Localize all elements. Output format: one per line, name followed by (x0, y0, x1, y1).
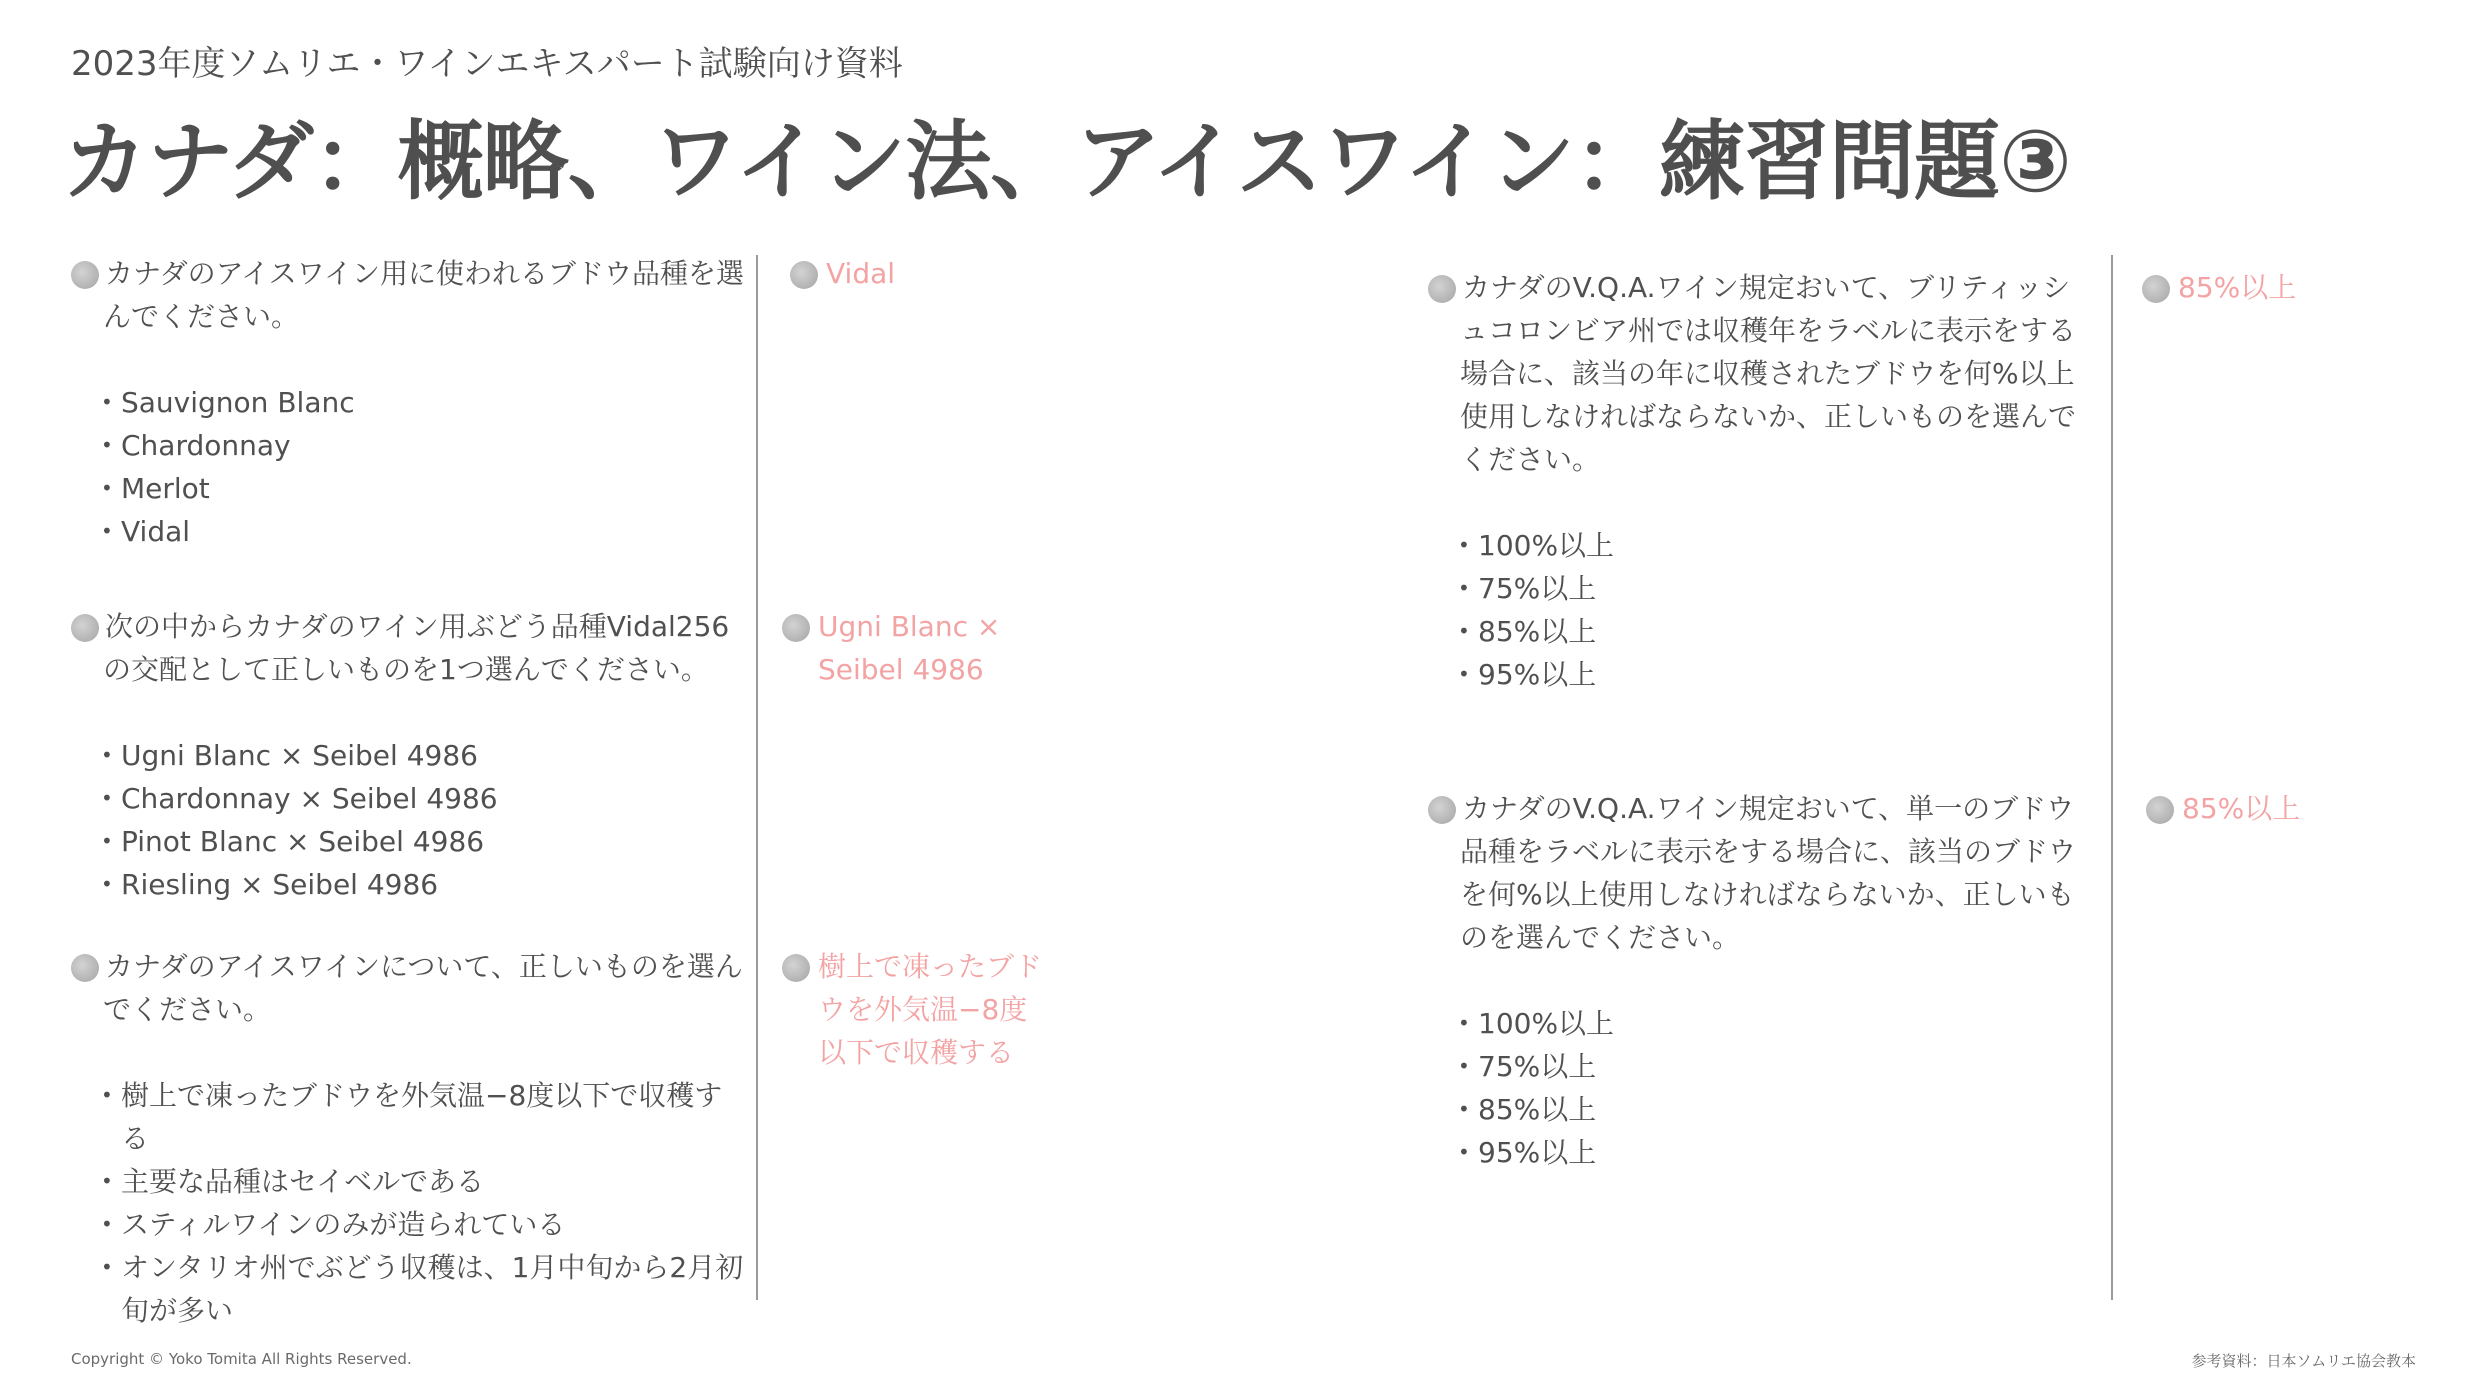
bullet-icon (71, 954, 99, 982)
option-item: • 95%以上 (1458, 1131, 2093, 1174)
option-item: • Chardonnay (101, 424, 746, 467)
options-list (1428, 1002, 2093, 1174)
bullet-icon (782, 614, 810, 642)
answer-text: 85%以上 (2182, 792, 2301, 825)
answer-text: 樹上で凍ったブドウを外気温−8度以下で収穫する (818, 950, 1043, 1069)
bullet-icon (790, 261, 818, 289)
option-item: • Riesling × Seibel 4986 (101, 863, 746, 906)
bullet-icon (1428, 275, 1456, 303)
bullet-icon (782, 954, 810, 982)
answer-text: Vidal (826, 257, 896, 290)
answer-block-1 (790, 252, 1080, 295)
answer-text: 85%以上 (2178, 271, 2297, 304)
question-text: カナダのV.Q.A.ワイン規定おいて、ブリティッシュコロンビア州では収穫年をラベルに表示をする場合に、該当の年に収穫されたブドウを何%以上使用しなければならないか、正しいものを選んでください。 (1460, 271, 2077, 476)
options-list (71, 734, 746, 906)
question-text: 次の中からカナダのワイン用ぶどう品種Vidal256の交配として正しいものを1つ選んでください。 (103, 610, 730, 686)
question-text: カナダのアイスワインについて、正しいものを選んでください。 (103, 950, 743, 1026)
bullet-icon (1428, 796, 1456, 824)
option-item: • スティルワインのみが造られている (101, 1203, 746, 1246)
copyright: Copyright © Yoko Tomita All Rights Reserved. (71, 1350, 412, 1368)
subtitle: 2023年度ソムリエ・ワインエキスパート試験向け資料 (71, 44, 903, 84)
question-text: カナダのアイスワイン用に使われるブドウ品種を選んでください。 (103, 257, 744, 333)
option-item: • Merlot (101, 467, 746, 510)
question-block-4 (1428, 266, 2093, 696)
page-title: カナダ：概略、ワイン法、アイスワイン：練習問題③ (62, 112, 2071, 212)
question-text: カナダのV.Q.A.ワイン規定おいて、単一のブドウ品種をラベルに表示をする場合に、該当のブドウを何%以上使用しなければならないか、正しいものを選んでください。 (1460, 792, 2077, 954)
option-item: • Sauvignon Blanc (101, 381, 746, 424)
options-list (71, 1074, 746, 1332)
option-item: • 75%以上 (1458, 567, 2093, 610)
option-item: • 85%以上 (1458, 610, 2093, 653)
column-divider (2111, 255, 2113, 1300)
bullet-icon (71, 261, 99, 289)
option-item: • 100%以上 (1458, 1002, 2093, 1045)
options-list (1428, 524, 2093, 696)
option-item: • オンタリオ州でぶどう収穫は、1月中旬から2月初旬が多い (101, 1246, 746, 1332)
question-block-1 (71, 252, 746, 553)
answer-block-3 (790, 945, 1045, 1074)
bullet-icon (71, 614, 99, 642)
option-item: • 主要な品種はセイベルである (101, 1160, 746, 1203)
option-item: • Chardonnay × Seibel 4986 (101, 777, 746, 820)
column-divider (756, 255, 758, 1300)
answer-block-2 (790, 605, 1080, 691)
options-list (71, 381, 746, 553)
option-item: • Vidal (101, 510, 746, 553)
option-item: • 75%以上 (1458, 1045, 2093, 1088)
question-block-5 (1428, 787, 2093, 1174)
question-block-3 (71, 945, 746, 1332)
option-item: • Pinot Blanc × Seibel 4986 (101, 820, 746, 863)
option-item: • 樹上で凍ったブドウを外気温−8度以下で収穫する (101, 1074, 746, 1160)
reference-note: 参考資料：日本ソムリエ協会教本 (2191, 1352, 2416, 1370)
option-item: • 85%以上 (1458, 1088, 2093, 1131)
option-item: • 95%以上 (1458, 653, 2093, 696)
bullet-icon (2146, 796, 2174, 824)
question-block-2 (71, 605, 746, 906)
answer-block-5 (2146, 787, 2426, 830)
answer-block-4 (2142, 266, 2422, 309)
option-item: • Ugni Blanc × Seibel 4986 (101, 734, 746, 777)
bullet-icon (2142, 275, 2170, 303)
answer-text: Ugni Blanc × Seibel 4986 (818, 610, 1001, 686)
option-item: • 100%以上 (1458, 524, 2093, 567)
